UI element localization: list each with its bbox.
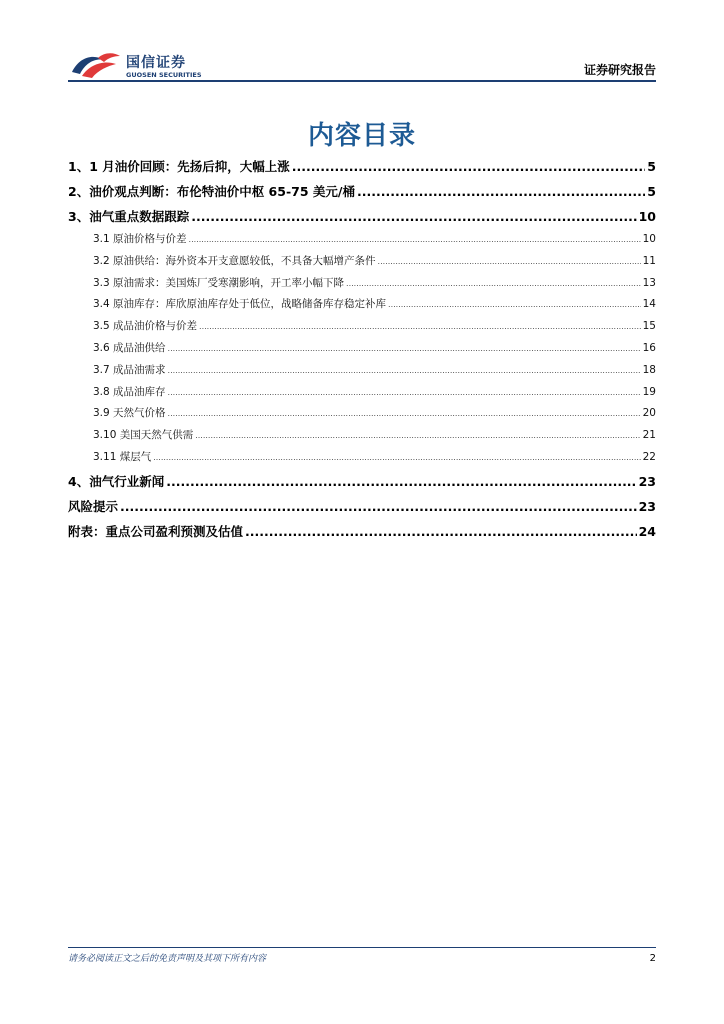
toc-leader-dots	[153, 447, 640, 469]
toc-entry-label: 3、油气重点数据跟踪	[68, 209, 190, 224]
toc-entry-section[interactable]	[68, 519, 656, 544]
toc-entry-subsection[interactable]	[68, 447, 656, 469]
toc-entry-label: 3.11 煤层气	[93, 450, 152, 463]
toc-entry-page: 23	[638, 473, 656, 489]
toc-leader-dots	[245, 519, 637, 544]
toc-entry-label: 3.8 成品油库存	[93, 385, 166, 398]
toc-leader-dots	[168, 360, 641, 382]
toc-leader-dots	[168, 403, 641, 425]
toc-entry-page: 11	[642, 254, 656, 267]
toc-entry-label: 4、油气行业新闻	[68, 473, 165, 489]
toc-leader-dots	[120, 494, 637, 519]
toc-entry-page: 23	[638, 498, 656, 514]
page-header	[0, 0, 724, 84]
guosen-logo	[70, 50, 210, 84]
toc-leader-dots	[189, 229, 641, 251]
toc-entry-label: 3.4 原油库存：库欣原油库存处于低位，战略储备库存稳定补库	[93, 298, 387, 311]
toc-entry-page: 5	[647, 159, 656, 174]
toc-leader-dots	[168, 382, 641, 404]
toc-entry-subsection[interactable]	[68, 229, 656, 251]
toc-entry-page: 13	[642, 276, 656, 289]
toc-entry-page: 16	[642, 341, 656, 354]
toc-entry-subsection[interactable]	[68, 316, 656, 338]
toc-leader-dots	[346, 273, 641, 295]
toc-entry-page: 22	[642, 450, 656, 463]
footer-divider	[68, 947, 656, 948]
toc-entry-page: 10	[642, 233, 656, 245]
toc-leader-dots	[195, 425, 640, 447]
toc-leader-dots	[357, 179, 645, 204]
toc-entry-page: 19	[642, 385, 656, 398]
toc-leader-dots	[191, 204, 636, 229]
toc-entry-page: 20	[642, 407, 656, 420]
page-number: 2	[649, 953, 656, 964]
toc-entry-subsection[interactable]	[68, 273, 656, 295]
toc-leader-dots	[378, 251, 641, 273]
toc-entry-label: 3.3 原油需求：美国炼厂受寒潮影响，开工率小幅下降	[93, 276, 345, 289]
toc-entry-subsection[interactable]	[68, 338, 656, 360]
report-type-label: 证券研究报告	[583, 63, 656, 77]
toc-entry-subsection[interactable]	[68, 425, 656, 447]
header-divider	[68, 80, 656, 82]
toc-leader-dots	[292, 154, 646, 179]
toc-entry-label: 3.1 原油价格与价差	[93, 233, 187, 245]
guosen-logo-icon	[70, 50, 122, 80]
toc-leader-dots	[166, 469, 636, 494]
toc-entry-page: 24	[638, 523, 656, 539]
toc-entry-page: 18	[642, 363, 656, 376]
toc-entry-label: 3.10 美国天然气供需	[93, 429, 194, 442]
toc-entry-page: 21	[642, 429, 656, 442]
toc-entry-label: 1、1 月油价回顾：先扬后抑，大幅上涨	[68, 159, 290, 174]
toc-entry-page: 10	[638, 209, 656, 224]
toc-entry-subsection[interactable]	[68, 360, 656, 382]
toc-leader-dots	[388, 294, 641, 316]
toc-entry-section[interactable]	[68, 204, 656, 229]
toc-entry-label: 3.7 成品油需求	[93, 363, 166, 376]
table-of-contents	[68, 154, 656, 544]
toc-entry-label: 附表：重点公司盈利预测及估值	[68, 523, 244, 539]
toc-entry-label: 风险提示	[68, 498, 119, 514]
toc-entry-section[interactable]	[68, 494, 656, 519]
page-title: 内容目录	[307, 121, 416, 151]
toc-entry-section[interactable]	[68, 179, 656, 204]
toc-entry-subsection[interactable]	[68, 251, 656, 273]
toc-entry-label: 3.9 天然气价格	[93, 407, 166, 420]
footer-disclaimer: 请务必阅读正文之后的免责声明及其项下所有内容	[68, 954, 267, 964]
logo-name-en: GUOSEN SECURITIES	[126, 71, 202, 79]
logo-name-cn: 国信证券	[126, 55, 186, 71]
toc-entry-page: 5	[647, 184, 656, 199]
toc-entry-page: 14	[642, 298, 656, 311]
toc-entry-label: 3.2 原油供给：海外资本开支意愿较低，不具备大幅增产条件	[93, 254, 376, 267]
toc-entry-label: 3.5 成品油价格与价差	[93, 320, 198, 333]
toc-entry-label: 3.6 成品油供给	[93, 341, 166, 354]
toc-entry-section[interactable]	[68, 469, 656, 494]
toc-entry-label: 2、油价观点判断：布伦特油价中枢 65-75 美元/桶	[68, 184, 355, 199]
toc-entry-subsection[interactable]	[68, 382, 656, 404]
toc-entry-subsection[interactable]	[68, 403, 656, 425]
toc-entry-page: 15	[642, 320, 656, 333]
toc-entry-subsection[interactable]	[68, 294, 656, 316]
toc-leader-dots	[199, 316, 641, 338]
toc-leader-dots	[168, 338, 641, 360]
toc-entry-section[interactable]	[68, 154, 656, 179]
